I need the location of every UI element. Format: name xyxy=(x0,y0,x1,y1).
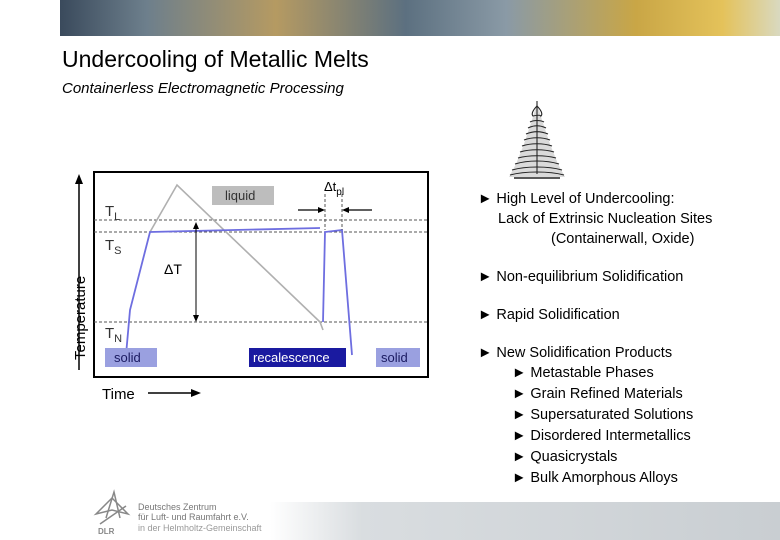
sub-bullet: ► Supersaturated Solutions xyxy=(512,407,694,423)
bullet-glyph-icon: ► xyxy=(512,428,527,444)
dlr-logo-icon xyxy=(96,492,128,524)
TL-label: $T_L$ xyxy=(105,203,121,223)
bullet-glyph-icon: ► xyxy=(512,449,527,465)
x-axis-label: Time xyxy=(102,386,135,403)
bullet-item-undercooling xyxy=(478,189,773,209)
bullet-item-new-products xyxy=(478,343,773,363)
bullet-continuation: Lack of Extrinsic Nucleation Sites xyxy=(498,211,713,227)
dendrite-icon xyxy=(500,98,575,183)
bullet-text: Rapid Solidification xyxy=(496,307,620,323)
logo-line2: für Luft- und Raumfahrt e.V. xyxy=(138,512,249,522)
bullet-glyph-icon: ► xyxy=(512,470,527,486)
bullet-glyph-icon: ► xyxy=(478,269,493,285)
bullet-glyph-icon: ► xyxy=(478,191,493,207)
footer-band xyxy=(270,502,780,540)
bullet-text: Non-equilibrium Solidification xyxy=(496,269,684,285)
cooling-curve-diagram xyxy=(70,170,440,410)
header-banner xyxy=(60,0,780,36)
logo-line1: Deutsches Zentrum xyxy=(138,502,217,512)
sub-bullet: ► Metastable Phases xyxy=(512,365,654,381)
bullet-continuation: (Containerwall, Oxide) xyxy=(551,231,695,247)
delta-t-label: $\Delta t_{pl}$ xyxy=(324,179,345,198)
bullet-glyph-icon: ► xyxy=(478,307,493,323)
slide-title: Undercooling of Metallic Melts xyxy=(62,46,369,72)
banner-left-blank xyxy=(0,0,60,36)
delta-T-label: ΔT xyxy=(164,261,182,277)
slide-subtitle: Containerless Electromagnetic Processing xyxy=(62,80,344,97)
bullet-glyph-icon: ► xyxy=(512,407,527,423)
sub-bullet: ► Quasicrystals xyxy=(512,449,618,465)
solid-right-label: solid xyxy=(381,350,408,365)
logo-line3: in der Helmholtz-Gemeinschaft xyxy=(138,523,262,533)
bullet-text: New Solidification Products xyxy=(496,345,673,361)
sub-bullet: ► Bulk Amorphous Alloys xyxy=(512,470,678,486)
bullet-item-rapid xyxy=(478,305,773,325)
bullet-list xyxy=(478,189,773,489)
recalescence-label: recalescence xyxy=(253,350,330,365)
dlr-abbrev: DLR xyxy=(98,527,115,536)
TN-label: $T_N$ xyxy=(105,325,123,345)
solid-left-label: solid xyxy=(114,350,141,365)
dlr-logo xyxy=(92,488,272,536)
bullet-glyph-icon: ► xyxy=(512,386,527,402)
bullet-glyph-icon: ► xyxy=(512,365,527,381)
bullet-item-nonequilibrium xyxy=(478,267,773,287)
sub-bullet: ► Grain Refined Materials xyxy=(512,386,683,402)
bullet-glyph-icon: ► xyxy=(478,345,493,361)
liquid-label: liquid xyxy=(225,188,256,203)
TS-label: $T_S$ xyxy=(105,237,122,257)
bullet-text: High Level of Undercooling: xyxy=(496,191,675,207)
y-axis-label: Temperature xyxy=(72,275,89,360)
sub-bullet: ► Disordered Intermetallics xyxy=(512,428,691,444)
